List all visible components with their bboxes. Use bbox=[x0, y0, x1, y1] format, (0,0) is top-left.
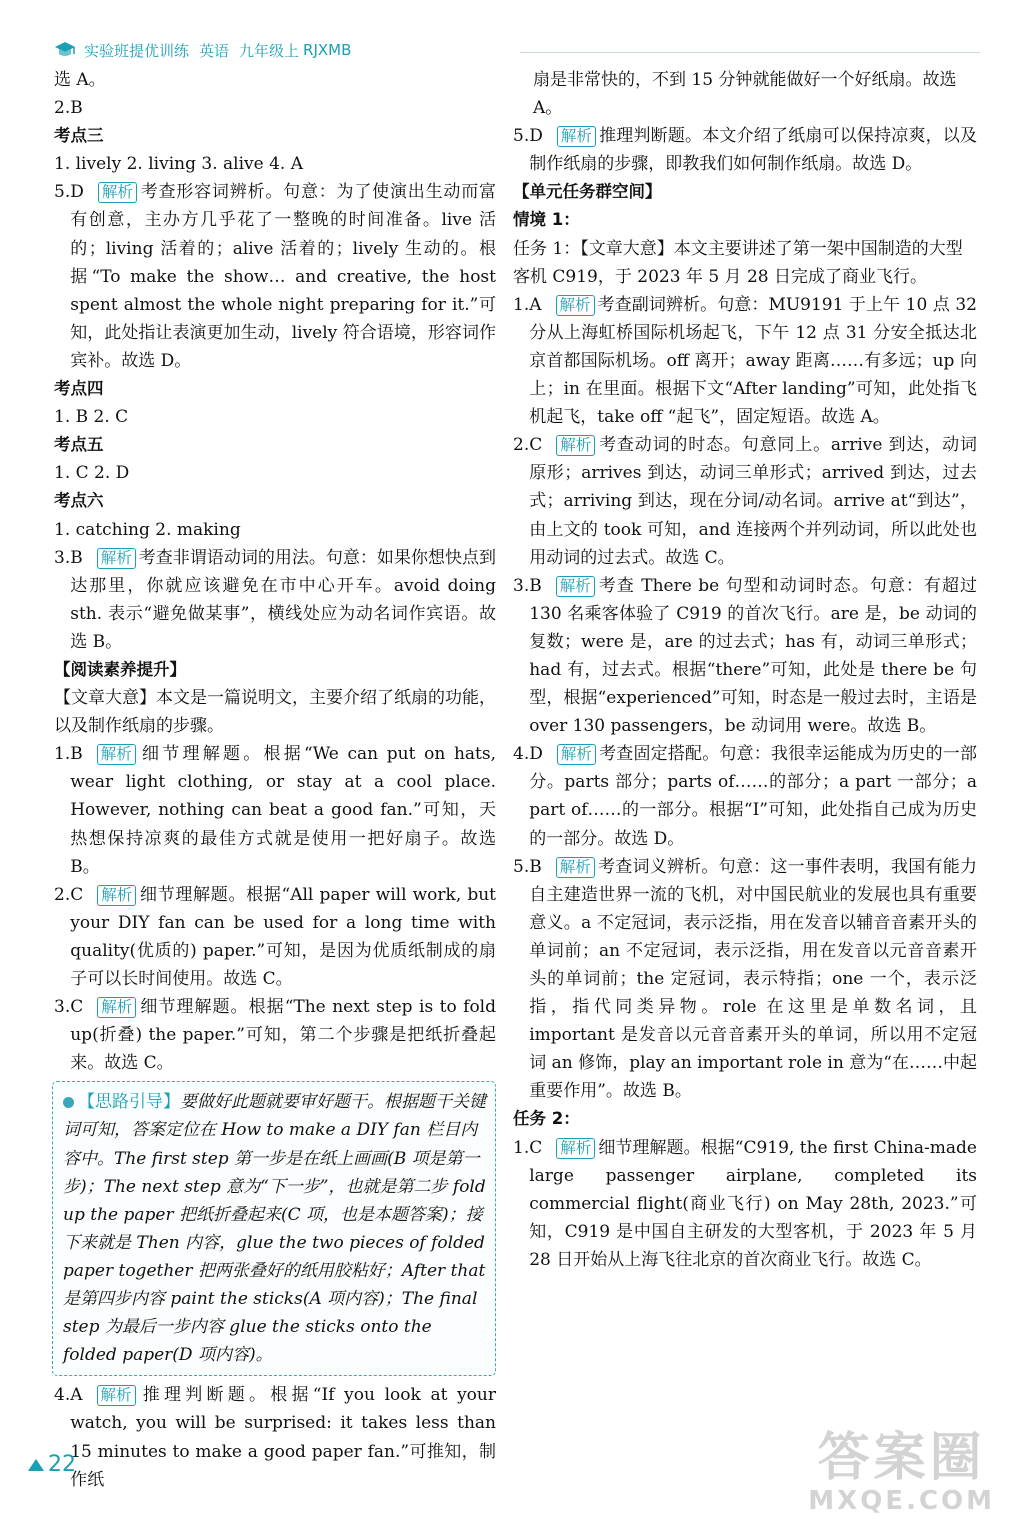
watermark-line1: 答案圈 bbox=[817, 1428, 986, 1488]
text-line: 1. lively 2. living 3. alive 4. A bbox=[54, 154, 303, 175]
page-number-text: 22 bbox=[48, 1452, 76, 1477]
answer-letter: D bbox=[70, 182, 84, 203]
analysis-tag: 解析 bbox=[97, 997, 136, 1018]
analysis-text: 细节理解题。根据“All paper will work, but your DIY fan can be used for a long time with quality(优质的) paper.”可知，是因为优质纸制成的扇子可以长时间使用。故选 C。 bbox=[70, 884, 496, 989]
text-line: 1. catching 2. making bbox=[54, 519, 241, 540]
answer-item bbox=[54, 544, 496, 656]
analysis-text: 考查词义辨析。句意：这一事件表明，我国有能力自主建造世界一流的飞机，对中国民航业的发展也具有重要意义。a 不定冠词，表示泛指，用在发音以辅音音素开头的单词前；an 不定冠词，表示泛指，用在发音以元音音素开头的单词前；the 定冠词，表示特指；one 一个，表示泛指，指代同类异物。role 在这里是单数名词，且 important 是发音以元音音素开头的单词，所以用不定冠词 an 修饰，play an important role in 意为“在……中起重要作用”。故选 B。 bbox=[529, 856, 977, 1102]
answer-letter: C bbox=[70, 997, 84, 1018]
answer-letter: B bbox=[529, 575, 542, 596]
item-body bbox=[529, 291, 977, 431]
item-number: 3. bbox=[54, 547, 71, 568]
watermark bbox=[808, 1428, 995, 1516]
guide-label: 【思路引导】 bbox=[78, 1092, 180, 1113]
analysis-text: 考查 There be 句型和动词时态。句意：有超过 130 名乘客体验了 C919 的首次飞行。are 是，be 动词的复数；were 是，are 的过去式；has 有，动词三单形式；had 有，过去式。根据“there”可知，此处是 there be 句型，根据“experienced”可知，时态是一般过去时，主语是 over 130 passengers，be 动词用 were。故选 B。 bbox=[529, 575, 977, 737]
item-body bbox=[529, 853, 977, 1106]
answer-letter: C bbox=[70, 884, 84, 905]
page-header bbox=[54, 38, 361, 62]
section-heading: 考点四 bbox=[54, 379, 104, 399]
item-body bbox=[529, 572, 977, 741]
right-column bbox=[513, 66, 977, 1274]
graduation-cap-icon bbox=[54, 41, 76, 59]
page-number bbox=[28, 1452, 76, 1477]
answer-letter: C bbox=[529, 435, 543, 456]
text-line: 任务 1：【文章大意】本文主要讲述了第一架中国制造的大型客机 C919，于 2023 年 5 月 28 日完成了商业飞行。 bbox=[513, 238, 963, 287]
answer-item bbox=[513, 291, 977, 431]
answer-item bbox=[513, 1134, 977, 1274]
section-heading: 【单元任务群空间】 bbox=[513, 182, 662, 202]
answer-letter: B bbox=[70, 547, 83, 568]
answer-item bbox=[54, 993, 496, 1077]
section-heading: 考点五 bbox=[54, 435, 104, 455]
analysis-text: 细节理解题。根据“We can put on hats, wear light clothing, or stay at a cool place. However, nothing can beat a good fan.”可知，天热想保持凉爽的最佳方式就是使用一把好扇子。故选 B。 bbox=[70, 744, 496, 877]
section-heading: 考点六 bbox=[54, 491, 104, 511]
item-number: 4. bbox=[54, 1385, 71, 1406]
guide-text: 要做好此题就要审好题干。根据题干关键词可知，答案定位在 How to make a DIY fan 栏目内容中。The first step 第一步是在纸上画画(B 项是第一步)；The next step 意为“下一步”，也就是第二步 fold up the paper 把纸折叠起来(C 项，也是本题答案)；接下来就是 Then 内容，glue the two pieces of folded paper together 把两张叠好的纸用胶粘好；After that 是第四步内容 paint the sticks(A 项内容)；The final step 为最后一步内容 glue the sticks onto the folded paper(D 项内容)。 bbox=[63, 1092, 486, 1366]
section-heading: 【阅读素养提升】 bbox=[54, 659, 186, 679]
answer-item bbox=[54, 94, 496, 122]
section-heading: 任务 2： bbox=[513, 1109, 580, 1129]
item-body bbox=[70, 544, 496, 656]
item-number: 3. bbox=[54, 997, 71, 1018]
answer-item bbox=[54, 740, 496, 880]
answer-item bbox=[513, 122, 977, 178]
item-body bbox=[70, 993, 496, 1077]
analysis-text: 考查形容词辨析。句意：为了使演出生动而富有创意，主办方几乎花了一整晚的时间准备。live 活的；living 活着的；alive 活着的；lively 生动的。根据“To make the show… and creative, the host spent almost the whole night preparing for it.”可知，此处指让表演更加生动，lively 符合语境，形容词作宾补。故选 D。 bbox=[70, 182, 496, 371]
item-body bbox=[529, 122, 977, 178]
answer-item bbox=[54, 881, 496, 993]
analysis-tag: 解析 bbox=[97, 1385, 136, 1406]
answer-item bbox=[513, 853, 977, 1106]
answer-letter: B bbox=[529, 856, 542, 877]
book-title: 实验班提优训练 bbox=[84, 41, 190, 60]
item-body bbox=[70, 178, 496, 375]
answer-item bbox=[513, 740, 977, 852]
item-number: 1. bbox=[513, 1137, 530, 1158]
text-line: 1. C 2. D bbox=[54, 463, 130, 484]
analysis-tag: 解析 bbox=[97, 885, 136, 906]
section-heading: 考点三 bbox=[54, 126, 104, 146]
analysis-text: 细节理解题。根据“C919, the first China-made large passenger airplane, completed its commercial flight(商业飞行) on May 28th, 2023.”可知，C919 是中国自主研发的大型客机，于 2023 年 5 月 28 日开始从上海飞往北京的首次商业飞行。故选 C。 bbox=[529, 1137, 977, 1270]
subject-label: 英语 bbox=[199, 41, 230, 60]
item-body bbox=[529, 740, 977, 852]
answer-item bbox=[54, 1381, 496, 1493]
analysis-text: 细节理解题。根据“The next step is to fold up(折叠) the paper.”可知，第二个步骤是把纸折叠起来。故选 C。 bbox=[70, 997, 496, 1074]
item-number: 2. bbox=[513, 435, 530, 456]
item-body bbox=[70, 94, 496, 122]
text-line: 扇是非常快的，不到 15 分钟就能做好一个好纸扇。故选 A。 bbox=[533, 70, 957, 119]
text-line: 1. B 2. C bbox=[54, 407, 129, 428]
analysis-tag: 解析 bbox=[556, 435, 595, 456]
guide-bullet-icon bbox=[63, 1097, 74, 1108]
analysis-text: 考查固定搭配。句意：我很幸运能成为历史的一部分。parts 部分；parts of……的部分；a part 一部分；a part of……的一部分。根据“I”可知，此处指自己成为历史的一部分。故选 D。 bbox=[529, 744, 977, 849]
page-arrow-icon bbox=[28, 1459, 44, 1471]
analysis-tag: 解析 bbox=[556, 1138, 595, 1159]
item-number: 2. bbox=[54, 98, 71, 119]
analysis-tag: 解析 bbox=[557, 126, 596, 147]
thinking-guide-box bbox=[52, 1081, 496, 1376]
analysis-text: 考查非谓语动词的用法。句意：如果你想快点到达那里，你就应该避免在市中心开车。avoid doing sth. 表示“避免做某事”，横线处应为动名词作宾语。故选 B。 bbox=[70, 547, 496, 652]
analysis-tag: 解析 bbox=[97, 744, 136, 765]
item-body bbox=[70, 740, 496, 880]
edition-label: RJXMB bbox=[303, 41, 352, 59]
item-number: 1. bbox=[513, 294, 530, 315]
text-line: 选 A。 bbox=[54, 70, 106, 90]
item-body bbox=[529, 431, 977, 571]
item-body bbox=[70, 1381, 496, 1493]
analysis-text: 考查副词辨析。句意：MU9191 于上午 10 点 32 分从上海虹桥国际机场起飞，下午 12 点 31 分安全抵达北京首都国际机场。off 离开；away 距离……有多远；up 向上；in 在里面。根据下文“After landing”可知，此处指飞机起飞，take off “起飞”，固定短语。故选 A。 bbox=[529, 294, 977, 428]
answer-letter: D bbox=[529, 744, 543, 765]
item-number: 3. bbox=[513, 575, 530, 596]
analysis-tag: 解析 bbox=[556, 857, 595, 878]
section-heading: 情境 1： bbox=[513, 210, 580, 230]
answer-item bbox=[513, 572, 977, 741]
answer-letter: A bbox=[70, 1385, 83, 1406]
item-number: 4. bbox=[513, 744, 530, 765]
item-number: 1. bbox=[54, 744, 71, 765]
item-number: 5. bbox=[513, 856, 530, 877]
grade-label: 九年级上 bbox=[239, 41, 300, 60]
answer-letter: A bbox=[529, 294, 542, 315]
analysis-tag: 解析 bbox=[97, 548, 136, 569]
analysis-text: 推理判断题。本文介绍了纸扇可以保持凉爽，以及制作纸扇的步骤，即教我们如何制作纸扇。故选 D。 bbox=[529, 126, 977, 175]
watermark-line2: MXQE.COM bbox=[808, 1486, 995, 1516]
header-divider bbox=[520, 52, 980, 53]
left-column bbox=[54, 66, 496, 1494]
answer-letter: B bbox=[70, 744, 83, 765]
analysis-text: 推理判断题。根据“If you look at your watch, you will be surprised: it takes less than 15 minutes to make a good paper fan.”可推知，制作纸 bbox=[70, 1385, 496, 1490]
text-line: 【文章大意】本文是一篇说明文，主要介绍了纸扇的功能，以及制作纸扇的步骤。 bbox=[54, 688, 496, 737]
answer-item bbox=[54, 178, 496, 375]
item-number: 5. bbox=[54, 182, 71, 203]
analysis-tag: 解析 bbox=[557, 744, 596, 765]
item-number: 2. bbox=[54, 884, 71, 905]
analysis-tag: 解析 bbox=[98, 182, 137, 203]
analysis-tag: 解析 bbox=[556, 576, 595, 597]
analysis-text: 考查动词的时态。句意同上。arrive 到达，动词原形；arrives 到达，动词三单形式；arrived 到达，过去式；arriving 到达，现在分词/动名词。arrive at“到达”，由上文的 took 可知，and 连接两个并列动词，所以此处也用动词的过去式。故选 C。 bbox=[529, 435, 977, 568]
answer-letter: C bbox=[529, 1137, 543, 1158]
item-body bbox=[70, 881, 496, 993]
answer-item bbox=[513, 431, 977, 571]
answer-letter: D bbox=[529, 126, 543, 147]
answer-letter: B bbox=[70, 98, 83, 119]
item-body bbox=[529, 1134, 977, 1274]
analysis-tag: 解析 bbox=[556, 295, 595, 316]
item-number: 5. bbox=[513, 126, 530, 147]
